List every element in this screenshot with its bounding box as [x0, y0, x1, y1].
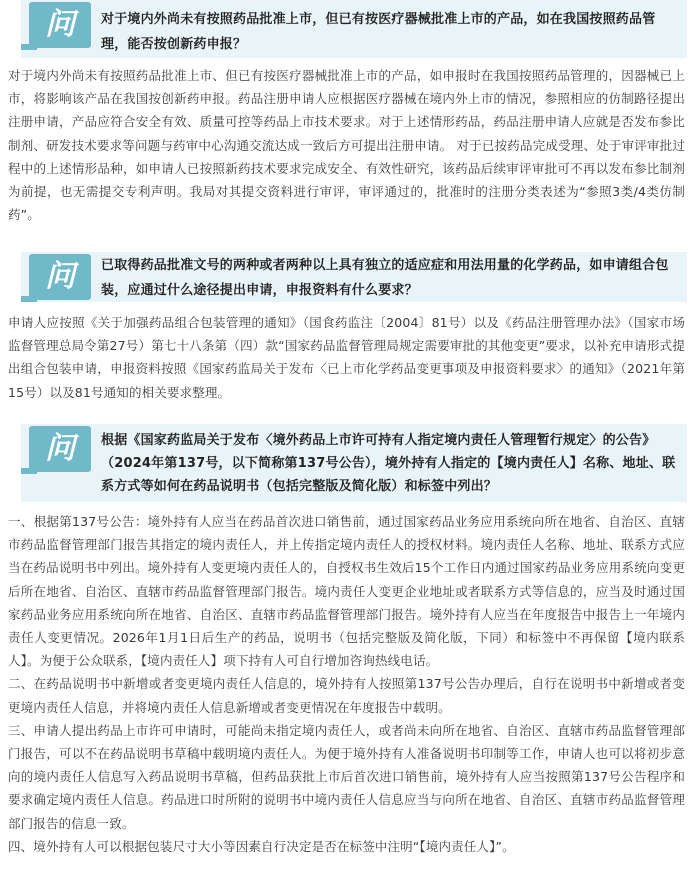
- question-text: 已取得药品批准文号的两种或者两种以上具有独立的适应症和用法用量的化学药品，如申请组合包装，应通过什么途径提出申请，申报资料有什么要求？: [101, 258, 669, 298]
- answer-paragraph: 对于境内外尚未有按照药品批准上市、但已有按医疗器械批准上市的产品，如申报时在我国按照药品管理的，因器械已上市，将影响该产品在我国按创新药申报。药品注册申请人应根据医疗器械在境内外上市的情况，参照相应的仿制路径提出注册申请，产品应符合安全有效、质量可控等药品上市技术要求。对于上述情形药品，药品注册申请人应就是否发布参比制剂、研发技术要求等问题与药审中心沟通交流达成一致后方可提出注册申请。 对于已按药品完成受理、处于审评审批过程中的上述情形品种，如申请人已按照新药技术要求完成安全、有效性研究，该药品后续审评审批可不再以发布参比制剂为前提，也无需提交专利声明。我局对其提交资料进行审评，审评通过的，批准时的注册分类表述为“参照3类/4类仿制药”。: [8, 68, 685, 223]
- question-badge-icon: 问: [29, 254, 91, 300]
- answer-text: [8, 510, 685, 858]
- answer-paragraph: 二、在药品说明书中新增或者变更境内责任人信息的，境外持有人按照第137号公告办理后，自行在说明书中新增或者变更境内责任人信息，并将境内责任人信息新增或者变更情况在年度报告中载明。: [8, 676, 685, 715]
- question-badge-icon: 问: [29, 426, 91, 472]
- question-box: [21, 424, 687, 502]
- question-text: 根据《国家药监局关于发布〈境外药品上市许可持有人指定境内责任人管理暂行规定〉的公告》（2024年第137号，以下简称第137号公告），境外持有人指定的【境内责任人】名称、地址、联系方式等如何在药品说明书（包括完整版及简化版）和标签中列出？: [101, 433, 676, 494]
- question-badge-icon: 问: [29, 2, 91, 48]
- qa-block-1: [0, 0, 691, 223]
- question-box: [21, 0, 687, 58]
- qa-block-3: [0, 424, 691, 854]
- answer-paragraph: 申请人应按照《关于加强药品组合包装管理的通知》（国食药监注〔2004〕81号）以及《药品注册管理办法》（国家市场监督管理总局令第27号）第七十八条第（四）款“国家药品监督管理局规定需要审批的其他变更”要求，以补充申请形式提出组合包装申请，申报资料按照《国家药监局关于发布〈已上市化学药品变更事项及申报资料要求〉的通知》（2021年第15号）以及81号通知的相关要求整理。: [8, 315, 685, 400]
- question-text: 对于境内外尚未有按照药品批准上市，但已有按医疗器械批准上市的产品，如在我国按照药品管理，能否按创新药申报？: [101, 12, 656, 52]
- answer-text: [8, 64, 685, 226]
- answer-paragraph: 一、根据第137号公告：境外持有人应当在药品首次进口销售前，通过国家药品业务应用系统向所在地省、自治区、直辖市药品监督管理部门报告其指定的境内责任人，并上传指定境内责任人的授权材料。境内责任人名称、地址、联系方式应当在药品说明书中列出。境外持有人变更境内责任人的，自授权书生效后15个工作日内通过国家药品业务应用系统向变更后所在地省、自治区、直辖市药品监督管理部门报告。境内责任人变更企业地址或者联系方式等信息的，应当及时通过国家药品业务应用系统向所在地省、自治区、直辖市药品监督管理部门报告。境外持有人应当在年度报告中报告上一年境内责任人变更情况。2026年1月1日后生产的药品，说明书（包括完整版及简化版，下同）和标签中不再保留【境内联系人】。为便于公众联系，【境内责任人】项下持有人可自行增加咨询热线电话。: [8, 514, 685, 669]
- qa-block-2: [0, 252, 691, 400]
- answer-paragraph: 三、申请人提出药品上市许可申请时，可能尚未指定境内责任人，或者尚未向所在地省、自治区、直辖市药品监督管理部门报告，可以不在药品说明书草稿中载明境内责任人。为便于境外持有人准备说明书印制等工作，申请人也可以将初步意向的境内责任人信息写入药品说明书草稿，但药品获批上市后首次进口销售前，境外持有人应当按照第137号公告程序和要求确定境内责任人信息。药品进口时所附的说明书中境内责任人信息应当与向所在地省、自治区、直辖市药品监督管理部门报告的信息一致。: [8, 722, 685, 831]
- answer-paragraph: 四、境外持有人可以根据包装尺寸大小等因素自行决定是否在标签中注明“【境内责任人】”。: [8, 838, 515, 854]
- question-box: [21, 252, 687, 302]
- answer-text: [8, 311, 685, 404]
